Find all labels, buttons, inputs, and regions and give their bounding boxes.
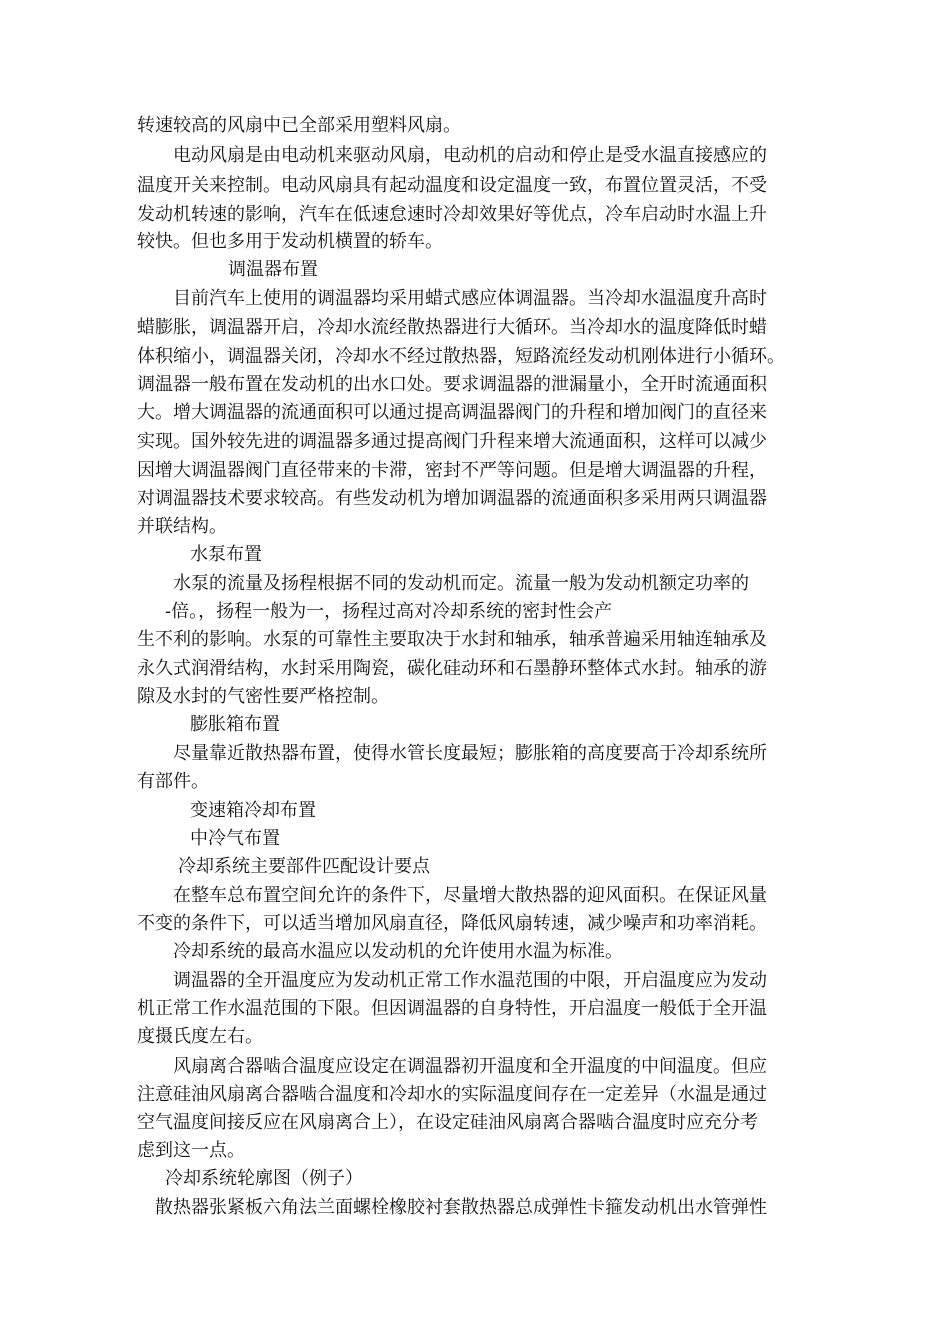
paragraph-line: 度摄氏度左右。 [137, 1026, 263, 1047]
paragraph-line: 水泵的流量及扬程根据不同的发动机而定。流量一般为发动机额定功率的 [173, 573, 749, 594]
paragraph-line: 永久式润滑结构，水封采用陶瓷，碳化硅动环和石墨静环整体式水封。轴承的游 [137, 658, 767, 679]
section-heading: 调温器布置 [228, 259, 318, 280]
paragraph-line: 风扇离合器啮合温度应设定在调温器初开温度和全开温度的中间温度。但应 [173, 1056, 767, 1077]
paragraph-line: 体积缩小，调温器关闭，冷却水不经过散热器，短路流经发动机刚体进行小循环。 [137, 346, 785, 367]
paragraph-line: 空气温度间接反应在风扇离合上），在设定硅油风扇离合器啮合温度时应充分考 [137, 1112, 758, 1133]
paragraph-line: 散热器张紧板六角法兰面螺栓橡胶衬套散热器总成弹性卡箍发动机出水管弹性 [155, 1197, 767, 1218]
paragraph-line: 实现。国外较先进的调温器多通过提高阀门升程来增大流通面积，这样可以减少 [137, 431, 767, 452]
paragraph-line: 隙及水封的气密性要严格控制。 [137, 686, 389, 707]
paragraph-line: 对调温器技术要求较高。有些发动机为增加调温器的流通面积多采用两只调温器 [137, 488, 767, 509]
paragraph-line: 冷却系统的最高水温应以发动机的允许使用水温为标准。 [173, 941, 623, 962]
paragraph-line: 温度开关来控制。电动风扇具有起动温度和设定温度一致，布置位置灵活，不受 [137, 175, 767, 196]
paragraph-line: 电动风扇是由电动机来驱动风扇，电动机的启动和停止是受水温直接感应的 [173, 145, 767, 166]
section-heading: 冷却系统轮廓图（例子） [165, 1168, 363, 1189]
paragraph-line: 调温器一般布置在发动机的出水口处。要求调温器的泄漏量小，全开时流通面积 [137, 374, 767, 395]
paragraph-line: 发动机转速的影响，汽车在低速怠速时冷却效果好等优点，冷车启动时水温上升 [137, 204, 767, 225]
paragraph-line: 大。增大调温器的流通面积可以通过提高调温器阀门的升程和增加阀门的直径来 [137, 402, 767, 423]
paragraph-line: 转速较高的风扇中已全部采用塑料风扇。 [137, 115, 461, 136]
paragraph-line: 不变的条件下，可以适当增加风扇直径，降低风扇转速，减少噪声和功率消耗。 [137, 913, 767, 934]
paragraph-line: 并联结构。 [137, 516, 227, 537]
paragraph-line: -倍。，扬程一般为一，扬程过高对冷却系统的密封性会产 [165, 601, 613, 622]
paragraph-line: 有部件。 [137, 771, 209, 792]
paragraph-line: 虑到这一点。 [137, 1140, 245, 1161]
paragraph-line: 目前汽车上使用的调温器均采用蜡式感应体调温器。当冷却水温温度升高时 [173, 288, 767, 309]
paragraph-line: 较快。但也多用于发动机横置的轿车。 [137, 231, 443, 252]
paragraph-line: 机正常工作水温范围的下限。但因调温器的自身特性，开启温度一般低于全开温 [137, 998, 767, 1019]
paragraph-line: 调温器的全开温度应为发动机正常工作水温范围的中限，开启温度应为发动 [173, 970, 767, 991]
paragraph-line: 注意硅油风扇离合器啮合温度和冷却水的实际温度间存在一定差异（水温是通过 [137, 1084, 767, 1105]
paragraph-line: 在整车总布置空间允许的条件下，尽量增大散热器的迎风面积。在保证风量 [173, 885, 767, 906]
section-heading: 膨胀箱布置 [190, 714, 280, 735]
paragraph-line: 尽量靠近散热器布置，使得水管长度最短；膨胀箱的高度要高于冷却系统所 [173, 743, 767, 764]
section-heading: 水泵布置 [190, 544, 262, 565]
paragraph-line: 因增大调温器阀门直径带来的卡滞，密封不严等问题。但是增大调温器的升程， [137, 460, 767, 481]
section-heading: 冷却系统主要部件匹配设计要点 [178, 856, 430, 877]
section-heading: 变速箱冷却布置 [190, 800, 316, 821]
paragraph-line: 蜡膨胀，调温器开启，冷却水流经散热器进行大循环。当冷却水的温度降低时蜡 [137, 317, 767, 338]
paragraph-line: 生不利的影响。水泵的可靠性主要取决于水封和轴承，轴承普遍采用轴连轴承及 [137, 629, 767, 650]
section-heading: 中冷气布置 [190, 828, 280, 849]
